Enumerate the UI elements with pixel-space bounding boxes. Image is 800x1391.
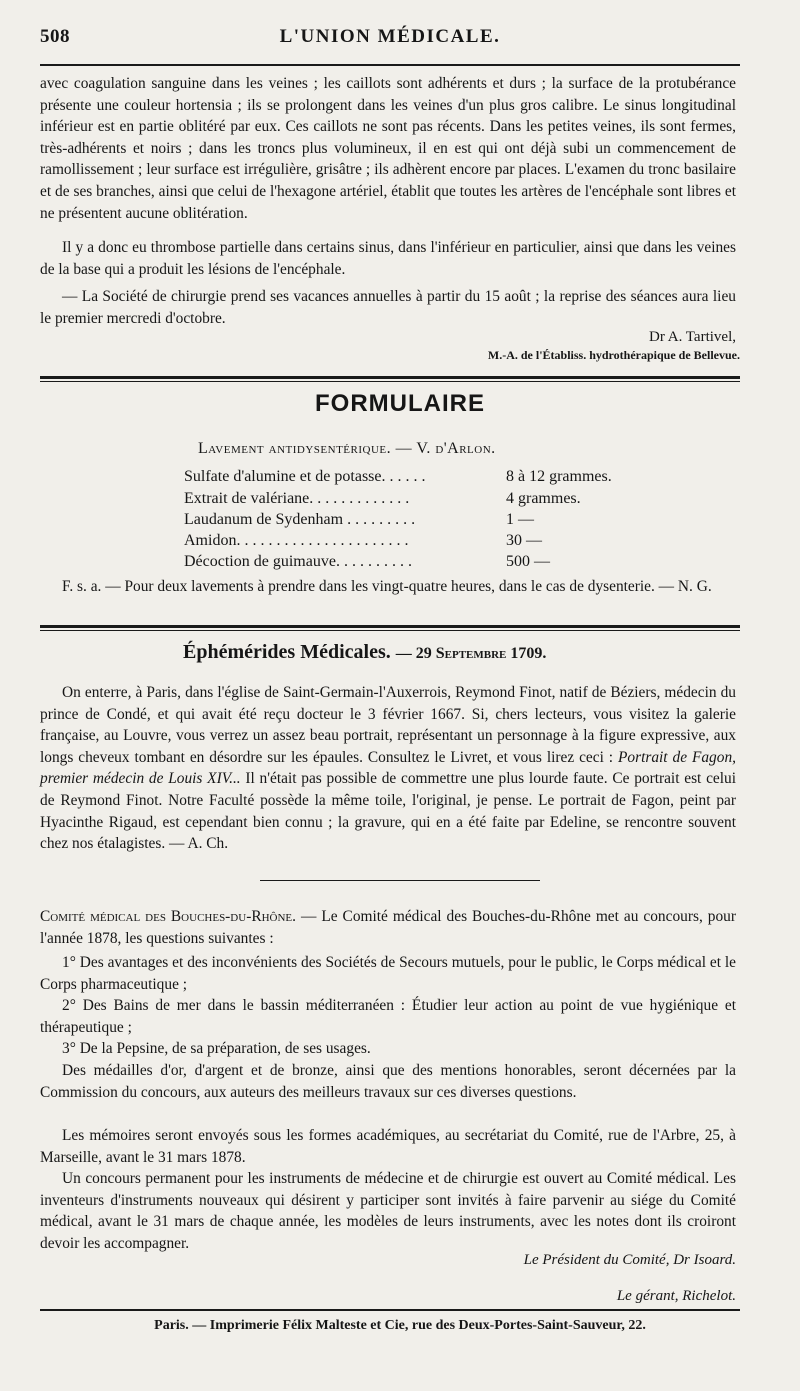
comite-heading: Comité médical des Bouches-du-Rhône.: [40, 908, 296, 925]
ingredient-row: [184, 511, 660, 531]
paragraph-societe-chirurgie: — La Société de chirurgie prend ses vacances annuelles à partir du 15 août ; la reprise des séances aura lieu le premier mercredi d'octobre.: [40, 288, 736, 327]
ingredient-name: Sulfate d'alumine et de potasse. . . . . .: [184, 468, 426, 485]
ingredient-qty: 4 grammes.: [506, 490, 581, 507]
comite-concours: Un concours permanent pour les instruments de médecine et de chirurgie est ouvert au Comité médical. Les inventeurs d'instruments nouveaux qui désirent y participer sont invités à faire parvenir au siége du Comité médical, avant le 31 mars de chaque année, les modèles de leurs instruments, avec les notes dont ils croiront devoir les accompagner.: [40, 1170, 736, 1252]
signature-tartivel: Dr A. Tartivel,: [649, 329, 736, 345]
ingredient-name: Amidon. . . . . . . . . . . . . . . . . . . . . .: [184, 532, 409, 549]
signature-subtitle: M.-A. de l'Établiss. hydrothérapique de Bellevue.: [487, 348, 740, 362]
signature-gerant: Le gérant, Richelot.: [616, 1288, 736, 1304]
ingredient-row: [184, 468, 660, 488]
ephemerides-text: On enterre, à Paris, dans l'église de Saint-Germain-l'Auxerrois, Reymond Finot, natif de Béziers, médecin du prince de Condé, et qui avait été reçu docteur le 3 février 1667. Si, chers lecteurs, vous visitez la galerie française, au Louvre, vous verrez un assez beau portrait, représentant un personnage à la figure expressive, aux longs cheveux tombant en désordre sur les épaules. Consultez le Livret, et vous lirez ceci : Portrait de Fagon, premier médecin de Louis XIV... Il n'était pas possible de commettre une plus lourde faute. Ce portrait est celui de Reymond Finot. Notre Faculté possède la même toile, l'original, je pense. Le portrait de Fagon, peint par Hyacinthe Rigaud, est cependant bien connu ; la gravure, qui en a été faite par Edeline, se rencontre souvent chez nos étalagistes. — A. Ch.: [40, 684, 736, 853]
ephemerides-date: — 29 Septembre 1709.: [395, 645, 547, 662]
formulaire-note: F. s. a. — Pour deux lavements à prendre dans les vingt-quatre heures, dans le cas de dysenterie. — N. G.: [62, 578, 712, 595]
comite-question-3: 3° De la Pepsine, de sa préparation, de ses usages.: [62, 1040, 371, 1057]
ingredient-qty: 8 à 12 grammes.: [506, 468, 612, 485]
ephemerides-heading: Éphémérides Médicales.: [183, 641, 391, 663]
recipe-title: Lavement antidysentérique. — V. d'Arlon.: [198, 440, 496, 457]
ingredient-name: Extrait de valériane. . . . . . . . . . . . .: [184, 490, 410, 507]
comite-intro: Comité médical des Bouches-du-Rhône. — Le Comité médical des Bouches-du-Rhône met au concours, pour l'année 1878, les questions suivantes :: [40, 908, 736, 947]
comite-medals: Des médailles d'or, d'argent et de bronze, ainsi que des mentions honorables, seront décernées par la Commission du concours, aux auteurs des meilleurs travaux sur ces diverses questions.: [40, 1062, 736, 1101]
comite-memoires: Les mémoires seront envoyés sous les formes académiques, au secrétariat du Comité, rue de l'Arbre, 25, à Marseille, avant le 31 mars 1878.: [40, 1127, 736, 1166]
ingredient-row: [184, 553, 660, 573]
ingredient-row: [184, 532, 660, 552]
ingredient-qty: 1 —: [506, 511, 534, 528]
comite-question-1: 1° Des avantages et des inconvénients des Sociétés de Secours mutuels, pour le public, le Corps médical et le Corps pharmaceutique ;: [40, 954, 736, 993]
formulaire-title: FORMULAIRE: [315, 390, 485, 417]
ingredient-qty: 30 —: [506, 532, 542, 549]
section-rule-thin: [40, 630, 740, 631]
journal-title: L'UNION MÉDICALE.: [279, 26, 501, 47]
section-rule: [40, 625, 740, 628]
paragraph-autopsy: avec coagulation sanguine dans les veines ; les caillots sont adhérents et durs ; la surface de la protubérance présente une couleur hortensia ; ils se prolongent dans les veines d'un plus gros calibre. Le sinus longitudinal inférieur est en partie oblitéré par eux. Ces caillots ne sont pas récents. Dans les petites veines, ils sont fermes, très-adhérents et noirs ; dans les troncs plus volumineux, il en est qui ont déjà subi un commencement de ramollissement ; leur surface est irrégulière, grisâtre ; ils adhèrent encore par places. L'examen du tronc basilaire et de ses branches, ainsi que celui de l'hexagone artériel, établit que toutes les artères de l'encéphale sont libres et ne présentent aucune oblitération.: [40, 75, 736, 222]
ingredient-name: Décoction de guimauve. . . . . . . . . .: [184, 553, 412, 570]
short-divider: [260, 880, 540, 881]
signature-president: Le Président du Comité, Dr Isoard.: [523, 1252, 736, 1268]
printer-imprint: Paris. — Imprimerie Félix Malteste et Cie, rue des Deux-Portes-Saint-Sauveur, 22.: [154, 1318, 646, 1333]
running-header: [40, 26, 740, 56]
footer-rule: [40, 1309, 740, 1311]
ingredient-name: Laudanum de Sydenham . . . . . . . . .: [184, 511, 416, 528]
ingredient-row: [184, 490, 660, 510]
header-rule: [40, 64, 740, 66]
section-rule-thin: [40, 381, 740, 382]
ephemerides-title: [183, 641, 546, 664]
comite-question-2: 2° Des Bains de mer dans le bassin méditerranéen : Étudier leur action au point de vue hygiénique et thérapeutique ;: [40, 997, 736, 1036]
paragraph-thrombose: Il y a donc eu thrombose partielle dans certains sinus, dans l'inférieur en particulier, ainsi que dans les veines de la base qui a produit les lésions de l'encéphale.: [40, 239, 736, 278]
page-number: 508: [40, 26, 70, 47]
section-rule: [40, 376, 740, 379]
ingredient-qty: 500 —: [506, 553, 550, 570]
